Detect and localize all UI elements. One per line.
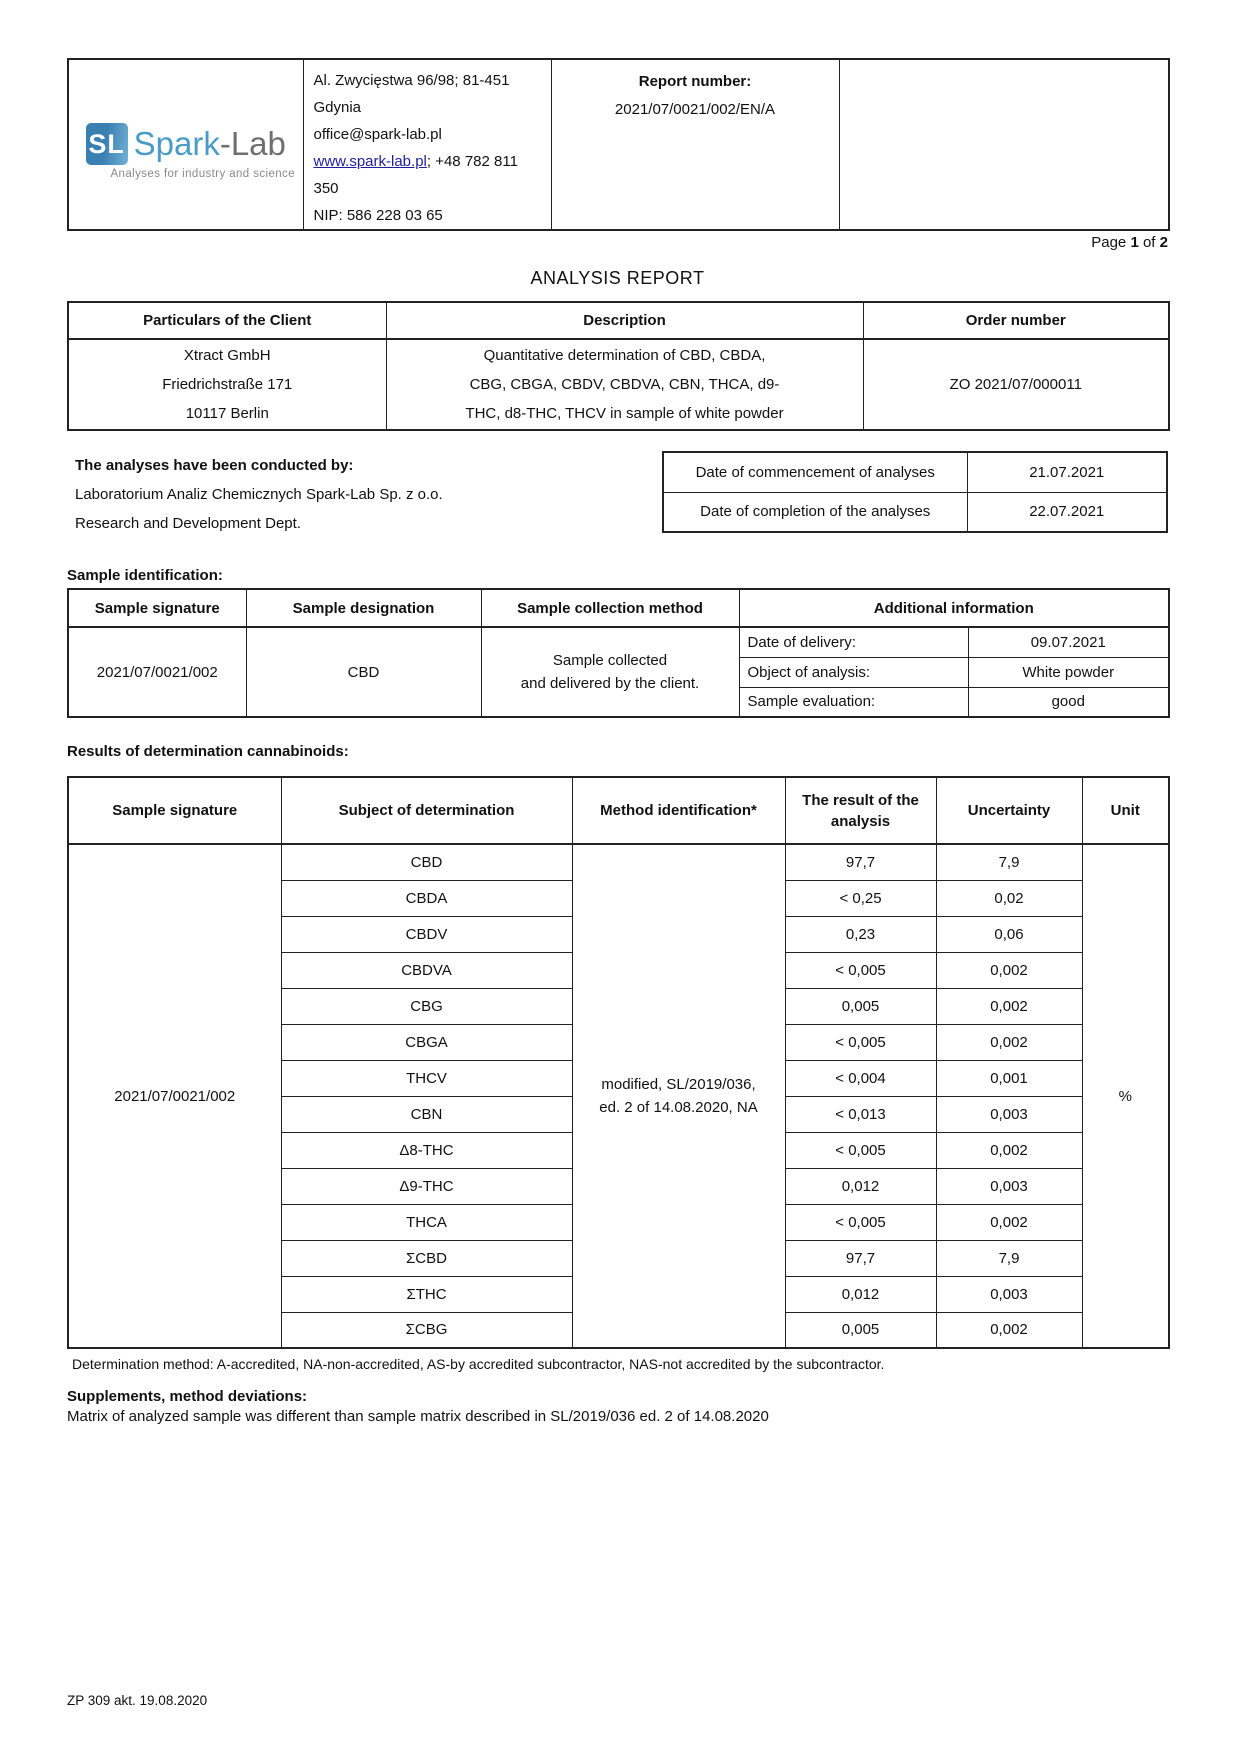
results-method-identification [572,844,785,1348]
results-subject: CBDA [281,880,572,916]
results-subject: Δ8-THC [281,1132,572,1168]
sample-identification-table [67,588,1170,718]
results-unit: % [1082,844,1169,1348]
page-total: 2 [1159,234,1168,251]
results-uncertainty: 0,002 [936,988,1082,1024]
logo-name-secondary: -Lab [219,125,286,162]
conducted-by-label: The analyses have been conducted by: [75,457,354,474]
website-link[interactable]: www.spark-lab.pl [313,153,427,170]
results-subject: CBDVA [281,952,572,988]
results-subject: ΣTHC [281,1276,572,1312]
sample-evaluation-label: Sample evaluation: [739,687,968,717]
lab-address-cell [303,59,551,230]
object-of-analysis-value: White powder [968,657,1169,687]
results-subject: CBDV [281,916,572,952]
results-value: 97,7 [785,844,936,880]
logo-name-primary: Spark [133,125,220,162]
client-line: 10117 Berlin [185,405,269,422]
results-subject: Δ9-THC [281,1168,572,1204]
conducted-by-block [67,451,443,538]
client-table [67,301,1170,431]
results-header-signature: Sample signature [68,777,281,844]
results-uncertainty: 7,9 [936,844,1082,880]
results-value: < 0,005 [785,1204,936,1240]
commencement-date-label: Date of commencement of analyses [663,452,967,492]
collection-line: Sample collected [552,652,668,669]
report-page [67,0,1168,1425]
results-table [67,776,1170,1349]
sample-signature-cell: 2021/07/0021/002 [68,627,246,717]
header-table [67,58,1170,231]
results-value: 0,005 [785,1312,936,1348]
address-line: Al. Zwycięstwa 96/98; 81-451 Gdynia [313,72,510,116]
results-uncertainty: 0,002 [936,1024,1082,1060]
page-title: ANALYSIS REPORT [530,268,705,288]
client-table-header-row [68,302,1169,339]
sample-header-additional-info: Additional information [739,589,1169,627]
results-sample-signature: 2021/07/0021/002 [68,844,281,1348]
results-value: < 0,005 [785,1024,936,1060]
results-header-unit: Unit [1082,777,1169,844]
delivery-date-label: Date of delivery: [739,627,968,657]
results-subject: CBG [281,988,572,1024]
sample-header-signature: Sample signature [68,589,246,627]
results-uncertainty: 7,9 [936,1240,1082,1276]
results-uncertainty: 0,001 [936,1060,1082,1096]
conducted-by-line: Research and Development Dept. [75,515,301,532]
results-uncertainty: 0,003 [936,1096,1082,1132]
results-value: 0,23 [785,916,936,952]
conducted-and-dates-section [67,451,1168,538]
results-subject: CBN [281,1096,572,1132]
report-number-value: 2021/07/0021/002/EN/A [614,101,776,118]
client-header-order-number: Order number [863,302,1169,339]
description-line: THC, d8-THC, THCV in sample of white powder [465,405,784,422]
completion-date-label: Date of completion of the analyses [663,492,967,532]
results-subject: ΣCBD [281,1240,572,1276]
description-cell [386,339,863,430]
description-line: CBG, CBGA, CBDV, CBDVA, CBN, THCA, d9- [469,376,780,393]
results-value: 97,7 [785,1240,936,1276]
method-line: ed. 2 of 14.08.2020, NA [599,1099,758,1116]
web-phone-line [314,148,545,202]
results-value: 0,012 [785,1276,936,1312]
client-table-data-row [68,339,1169,430]
description-line: Quantitative determination of CBD, CBDA, [483,347,766,364]
results-section-label: Results of determination cannabinoids: [67,743,349,760]
collection-line: and delivered by the client. [520,675,700,692]
report-number-cell [551,59,839,230]
report-number-label: Report number: [638,73,752,90]
results-uncertainty: 0,02 [936,880,1082,916]
results-header-row [68,777,1169,844]
phone-text: ; +48 782 811 350 [313,153,518,197]
client-line: Xtract GmbH [183,347,271,364]
page-current: 1 [1130,234,1139,251]
sample-collection-cell [481,627,739,717]
client-header-particulars: Particulars of the Client [68,302,386,339]
results-value: < 0,004 [785,1060,936,1096]
results-header-subject: Subject of determination [281,777,572,844]
header-empty-cell [839,59,1169,230]
conducted-by-line: Laboratorium Analiz Chemicznych Spark-Lab Sp. z o.o. [75,486,443,503]
sample-table-row [68,627,1169,657]
supplements-label: Supplements, method deviations: [67,1388,308,1405]
results-uncertainty: 0,002 [936,952,1082,988]
logo-name [134,125,286,163]
results-uncertainty: 0,002 [936,1132,1082,1168]
results-uncertainty: 0,06 [936,916,1082,952]
completion-date-value: 22.07.2021 [967,492,1167,532]
logo [70,123,302,165]
supplements-text: Matrix of analyzed sample was different than sample matrix described in SL/2019/036 ed. 2 of 14.08.2020 [67,1408,769,1425]
results-uncertainty: 0,003 [936,1276,1082,1312]
results-uncertainty: 0,002 [936,1312,1082,1348]
nip-line: NIP: 586 228 03 65 [313,207,443,224]
determination-method-footnote: Determination method: A-accredited, NA-non-accredited, AS-by accredited subcontractor, NAS-not accredited by the subcontractor. [72,1356,885,1372]
spark-lab-monogram-icon: SL [86,123,128,165]
sample-header-collection-method: Sample collection method [481,589,739,627]
form-reference-footer: ZP 309 akt. 19.08.2020 [67,1693,208,1708]
results-subject: THCV [281,1060,572,1096]
results-header-uncertainty: Uncertainty [936,777,1082,844]
logo-cell [68,59,303,230]
results-value: < 0,25 [785,880,936,916]
page-word: Page [1091,234,1127,251]
results-subject: CBD [281,844,572,880]
results-value: 0,012 [785,1168,936,1204]
results-header-method: Method identification* [572,777,785,844]
sample-header-designation: Sample designation [246,589,481,627]
commencement-date-value: 21.07.2021 [967,452,1167,492]
logo-tagline: Analyses for industry and science [110,168,295,180]
results-uncertainty: 0,002 [936,1204,1082,1240]
client-header-description: Description [386,302,863,339]
results-uncertainty: 0,003 [936,1168,1082,1204]
results-value: < 0,013 [785,1096,936,1132]
commencement-date-row [663,452,1167,492]
results-value: < 0,005 [785,1132,936,1168]
sample-table-header-row [68,589,1169,627]
page-indicator [67,234,1168,251]
email-line: office@spark-lab.pl [313,126,442,143]
delivery-date-value: 09.07.2021 [968,627,1169,657]
results-subject: THCA [281,1204,572,1240]
results-header-result: The result of the analysis [785,777,936,844]
results-row [68,844,1169,880]
analysis-dates-table [662,451,1168,533]
sample-designation-cell: CBD [246,627,481,717]
client-particulars-cell [68,339,386,430]
results-subject: ΣCBG [281,1312,572,1348]
order-number-cell: ZO 2021/07/000011 [863,339,1169,430]
sample-evaluation-value: good [968,687,1169,717]
page-of-word: of [1142,234,1156,251]
client-line: Friedrichstraße 171 [162,376,293,393]
results-value: 0,005 [785,988,936,1024]
object-of-analysis-label: Object of analysis: [739,657,968,687]
completion-date-row [663,492,1167,532]
results-value: < 0,005 [785,952,936,988]
method-line: modified, SL/2019/036, [601,1076,756,1093]
results-subject: CBGA [281,1024,572,1060]
sample-identification-label: Sample identification: [67,567,223,584]
